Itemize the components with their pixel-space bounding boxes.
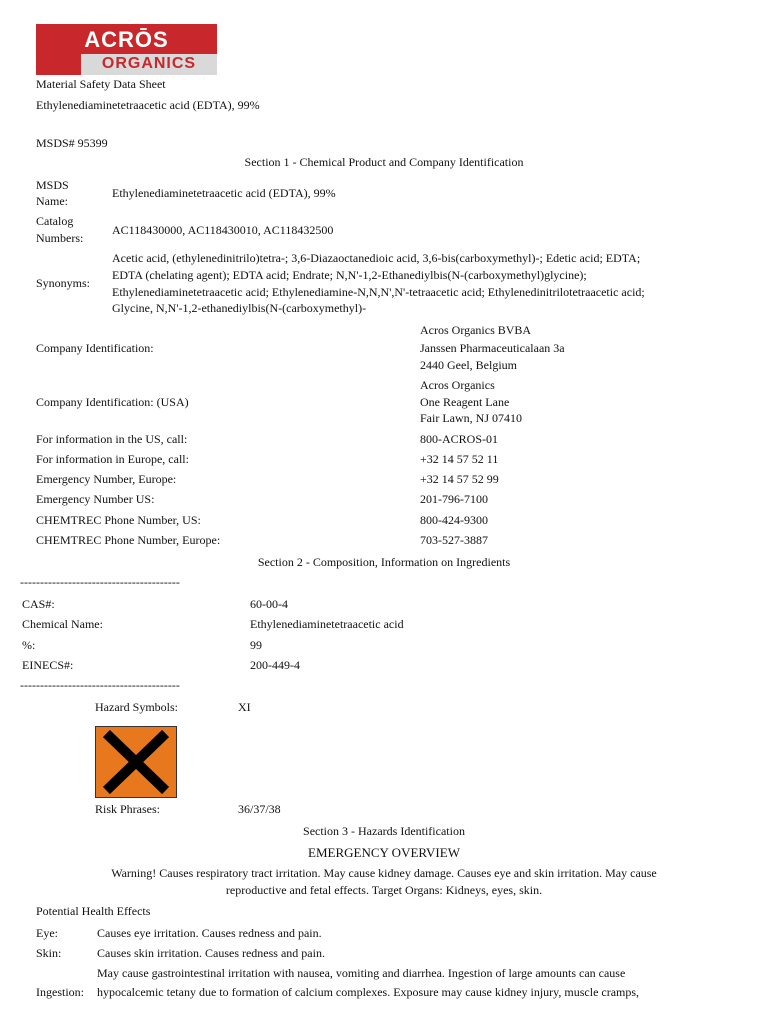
catalog-label-line1: Catalog [36,214,74,228]
msds-name-label-line2: Name: [36,194,68,208]
msds-name-label-line1: MSDS [36,178,69,192]
synonyms-line: Acetic acid, (ethylenedinitrilo)tetra-; 3,6-Diazaoctanedioic acid, 3,6-bis(carboxymethyl)-; Edetic acid; EDTA; [112,251,641,265]
section-3-title: Section 3 - Hazards Identification [303,824,465,838]
effect-text-ingestion: May cause gastrointestinal irritation with nausea, vomiting and diarrhea. Ingestion of large amounts can cause [97,966,626,980]
emergency-overview-line: reproductive and fetal effects. Target Organs: Kidneys, eyes, skin. [225,883,543,897]
irritant-hazard-icon [95,726,177,798]
company-id-label: Company Identification: [36,341,154,355]
msds-name-value: Ethylenediaminetetraacetic acid (EDTA), 99% [112,186,336,200]
logo-line-2: ORGANICS [101,55,197,72]
hazard-symbols-value: XI [238,700,251,714]
phone-label: CHEMTREC Phone Number, US: [36,513,201,527]
effect-text-ingestion: hypocalcemic tetany due to formation of calcium complexes. Exposure may cause kidney injury, muscle cramps, [97,985,640,999]
synonyms-line: EDTA (chelating agent); EDTA acid; Endrate; N,N'-1,2-Ethanediylbis(N-(carboxymethyl)glycine); [112,268,587,282]
phone-value: 800-ACROS-01 [420,432,499,446]
composition-label: EINECS#: [22,658,74,672]
emergency-overview-title: EMERGENCY OVERVIEW [308,845,460,860]
hazard-symbols-label: Hazard Symbols: [95,700,178,714]
synonyms-line: Ethylenediaminetetraacetic acid; Ethylenediamine-N,N,N',N'-tetraacetic acid; Ethylenedinitrilotetraacetic acid; [112,285,645,299]
risk-phrases-label: Risk Phrases: [95,802,161,816]
phone-label: CHEMTREC Phone Number, Europe: [36,533,221,547]
composition-value: Ethylenediaminetetraacetic acid [250,617,404,631]
document-type: Material Safety Data Sheet [36,77,166,91]
composition-label: Chemical Name: [22,617,103,631]
company-usa-address-line: Fair Lawn, NJ 07410 [420,411,522,425]
effect-label-ingestion: Ingestion: [36,985,84,999]
dashed-divider: ---------------------------------------- [20,678,180,692]
phone-label: Emergency Number US: [36,492,155,506]
effect-label-skin: Skin: [36,946,62,960]
logo-line-1: ACRŌS [84,27,169,52]
msds-number: MSDS# 95399 [36,136,108,150]
phone-value: 201-796-7100 [420,492,488,506]
phone-label: For information in Europe, call: [36,452,189,466]
company-usa-address-line: Acros Organics [420,378,495,392]
composition-value: 60-00-4 [250,597,288,611]
emergency-overview-line: Warning! Causes respiratory tract irritation. May cause kidney damage. Causes eye and skin irritation. May cause [111,866,657,880]
composition-label: %: [22,638,36,652]
phone-value: 800-424-9300 [420,513,488,527]
section-1-title: Section 1 - Chemical Product and Company Identification [244,155,524,169]
acros-organics-logo [36,24,217,75]
phone-label: For information in the US, call: [36,432,188,446]
composition-label: CAS#: [22,597,55,611]
phone-value: +32 14 57 52 11 [420,452,499,466]
dashed-divider: ---------------------------------------- [20,575,180,589]
phone-value: +32 14 57 52 99 [420,472,499,486]
synonyms-line: Glycine, N,N'-1,2-ethanediylbis(N-(carboxymethyl)- [112,301,367,315]
synonyms-label: Synonyms: [36,276,91,290]
phone-label: Emergency Number, Europe: [36,472,177,486]
company-usa-address-line: One Reagent Lane [420,395,510,409]
potential-health-effects-label: Potential Health Effects [36,904,151,918]
product-name: Ethylenediaminetetraacetic acid (EDTA), 99% [36,98,260,112]
company-id-usa-label: Company Identification: (USA) [36,395,189,409]
company-address-line: Acros Organics BVBA [420,323,532,337]
catalog-numbers-value: AC118430000, AC118430010, AC118432500 [112,223,334,237]
effect-text-eye: Causes eye irritation. Causes redness and pain. [97,926,322,940]
section-2-title: Section 2 - Composition, Information on Ingredients [257,555,511,569]
company-address-line: 2440 Geel, Belgium [420,358,517,372]
composition-value: 99 [250,638,262,652]
phone-value: 703-527-3887 [420,533,488,547]
risk-phrases-value: 36/37/38 [238,802,281,816]
catalog-label-line2: Numbers: [36,231,84,245]
effect-label-eye: Eye: [36,926,58,940]
composition-value: 200-449-4 [250,658,300,672]
effect-text-skin: Causes skin irritation. Causes redness and pain. [97,946,325,960]
company-address-line: Janssen Pharmaceuticalaan 3a [420,341,565,355]
